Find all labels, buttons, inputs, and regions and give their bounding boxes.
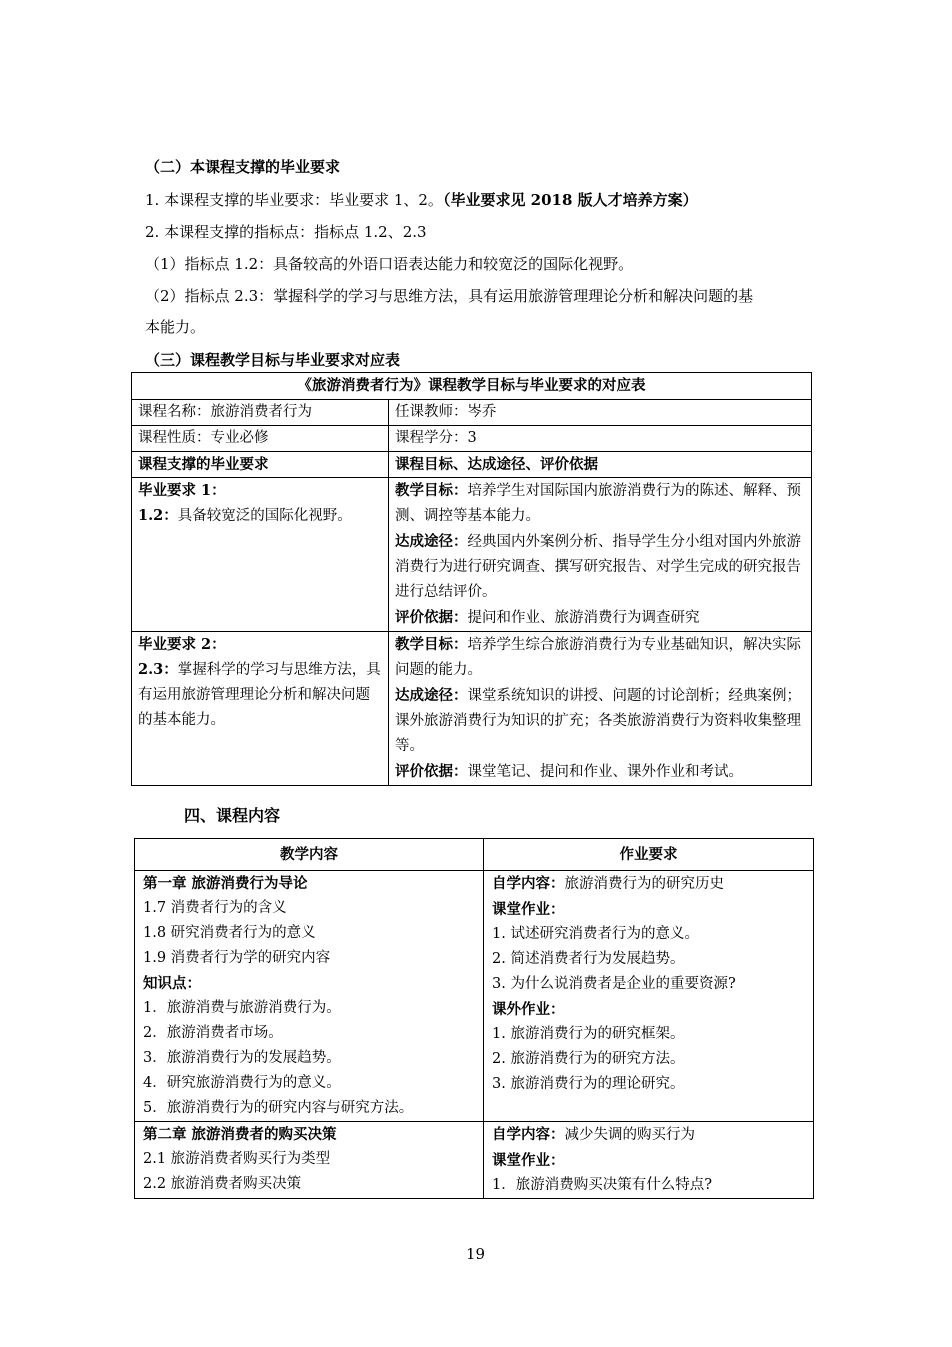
self-study-label: 自学内容：	[492, 875, 565, 892]
paragraph-indicators: 2. 本课程支撑的指标点：指标点 1.2、2.3	[145, 223, 427, 241]
goal-cell-2	[389, 632, 812, 786]
requirement-point-text: 具备较宽泛的国际化视野。	[177, 508, 352, 524]
goal-label: 教学目标：	[395, 636, 468, 653]
list-item: 1.7 消费者行为的含义	[143, 900, 287, 916]
list-item: 1.9 消费者行为学的研究内容	[143, 950, 331, 966]
goal-text: 培养学生综合旅游消费行为专业基础知识，解决实际问题的能力。	[395, 637, 801, 678]
list-item: 4．研究旅游消费行为的意义。	[143, 1075, 341, 1091]
list-item: 1．旅游消费购买决策有什么特点?	[492, 1177, 712, 1193]
self-study-text: 减少失调的购买行为	[564, 1127, 695, 1143]
table-row	[132, 632, 812, 786]
path-label: 达成途径：	[395, 533, 468, 550]
table-row	[132, 426, 812, 452]
knowledge-label: 知识点：	[143, 975, 201, 992]
table-row	[135, 1122, 814, 1199]
table-header-row	[132, 452, 812, 478]
requirement-title: 毕业要求 2：	[138, 636, 226, 653]
list-item: 3. 为什么说消费者是企业的重要资源?	[492, 976, 736, 992]
path-text: 经典国内外案例分析、指导学生分小组对国内外旅游消费行为进行研究调查、撰写研究报告、对学生完成的研究报告进行总结评价。	[395, 534, 801, 600]
table-header-row	[135, 839, 814, 871]
goal-cell-1	[389, 478, 812, 632]
section-heading-2: （二）本课程支撑的毕业要求	[145, 158, 341, 176]
extra-homework-label: 课外作业：	[492, 1001, 565, 1018]
requirements-note: （毕业要求见 2018 版人才培养方案）	[442, 191, 698, 209]
table-row	[132, 478, 812, 632]
list-item: 1．旅游消费与旅游消费行为。	[143, 1000, 341, 1016]
table-row	[132, 400, 812, 426]
table-row	[135, 871, 814, 1122]
mapping-table-title: 《旅游消费者行为》课程教学目标与毕业要求的对应表	[132, 373, 812, 400]
list-item: 1. 旅游消费行为的研究框架。	[492, 1026, 685, 1042]
path-text: 课堂系统知识的讲授、问题的讨论剖析；经典案例；课外旅游消费行为知识的扩充；各类旅游消费行为资料收集整理等。	[395, 688, 801, 754]
col-header-content: 教学内容	[135, 839, 484, 871]
chapter-title: 第二章 旅游消费者的购买决策	[143, 1126, 337, 1143]
class-homework-label: 课堂作业：	[492, 901, 565, 918]
list-item: 2. 旅游消费行为的研究方法。	[492, 1051, 685, 1067]
chapter-1-content-cell	[135, 871, 484, 1122]
requirement-point-label: 1.2：	[138, 507, 178, 524]
list-item: 1. 试述研究消费者行为的意义。	[492, 926, 699, 942]
class-homework-label: 课堂作业：	[492, 1152, 565, 1169]
requirement-title: 毕业要求 1：	[138, 482, 226, 499]
teacher-cell: 任课教师：岑乔	[389, 400, 812, 426]
paragraph-indicator-1-2: （1）指标点 1.2：具备较高的外语口语表达能力和较宽泛的国际化视野。	[145, 255, 634, 273]
self-study-label: 自学内容：	[492, 1126, 565, 1143]
section-heading-3: （三）课程教学目标与毕业要求对应表	[145, 351, 401, 369]
page-number: 19	[466, 1245, 486, 1263]
eval-label: 评价依据：	[395, 763, 468, 780]
col-header-homework: 作业要求	[484, 839, 814, 871]
list-item: 5．旅游消费行为的研究内容与研究方法。	[143, 1100, 414, 1116]
list-item: 2．旅游消费者市场。	[143, 1025, 283, 1041]
requirement-cell-2	[132, 632, 389, 786]
chapter-2-content-cell	[135, 1122, 484, 1199]
mapping-table	[131, 372, 812, 786]
list-item: 1.8 研究消费者行为的意义	[143, 925, 316, 941]
chapter-2-homework-cell	[484, 1122, 814, 1199]
list-item: 2.2 旅游消费者购买决策	[143, 1176, 302, 1192]
course-nature-cell: 课程性质：专业必修	[132, 426, 389, 452]
course-credits-cell: 课程学分：3	[389, 426, 812, 452]
paragraph-requirements	[145, 189, 698, 211]
eval-text: 课堂笔记、提问和作业、课外作业和考试。	[467, 764, 743, 780]
goal-label: 教学目标：	[395, 482, 468, 499]
content-table	[134, 838, 814, 1199]
requirements-text: 1. 本课程支撑的毕业要求：毕业要求 1、2。	[145, 191, 443, 209]
requirement-point-text: 掌握科学的学习与思维方法，具有运用旅游管理理论分析和解决问题的基本能力。	[138, 662, 381, 728]
list-item: 2.1 旅游消费者购买行为类型	[143, 1151, 331, 1167]
path-label: 达成途径：	[395, 687, 468, 704]
section-heading-4: 四、课程内容	[184, 806, 281, 825]
eval-label: 评价依据：	[395, 609, 468, 626]
list-item: 3. 旅游消费行为的理论研究。	[492, 1076, 685, 1092]
chapter-title: 第一章 旅游消费行为导论	[143, 875, 308, 892]
list-item: 3．旅游消费行为的发展趋势。	[143, 1050, 341, 1066]
col-header-goals: 课程目标、达成途径、评价依据	[389, 452, 812, 478]
paragraph-indicator-2-3: （2）指标点 2.3：掌握科学的学习与思维方法，具有运用旅游管理理论分析和解决问题的基	[145, 287, 754, 305]
list-item: 2. 简述消费者行为发展趋势。	[492, 951, 685, 967]
chapter-1-homework-cell	[484, 871, 814, 1122]
mapping-table-title-row	[132, 373, 812, 400]
paragraph-indicator-2-3-cont: 本能力。	[145, 318, 206, 336]
self-study-text: 旅游消费行为的研究历史	[564, 876, 724, 892]
requirement-cell-1	[132, 478, 389, 632]
eval-text: 提问和作业、旅游消费行为调查研究	[467, 610, 700, 626]
col-header-requirements: 课程支撑的毕业要求	[132, 452, 389, 478]
goal-text: 培养学生对国际国内旅游消费行为的陈述、解释、预测、调控等基本能力。	[395, 483, 801, 524]
requirement-point-label: 2.3：	[138, 661, 178, 678]
course-name-cell: 课程名称：旅游消费者行为	[132, 400, 389, 426]
